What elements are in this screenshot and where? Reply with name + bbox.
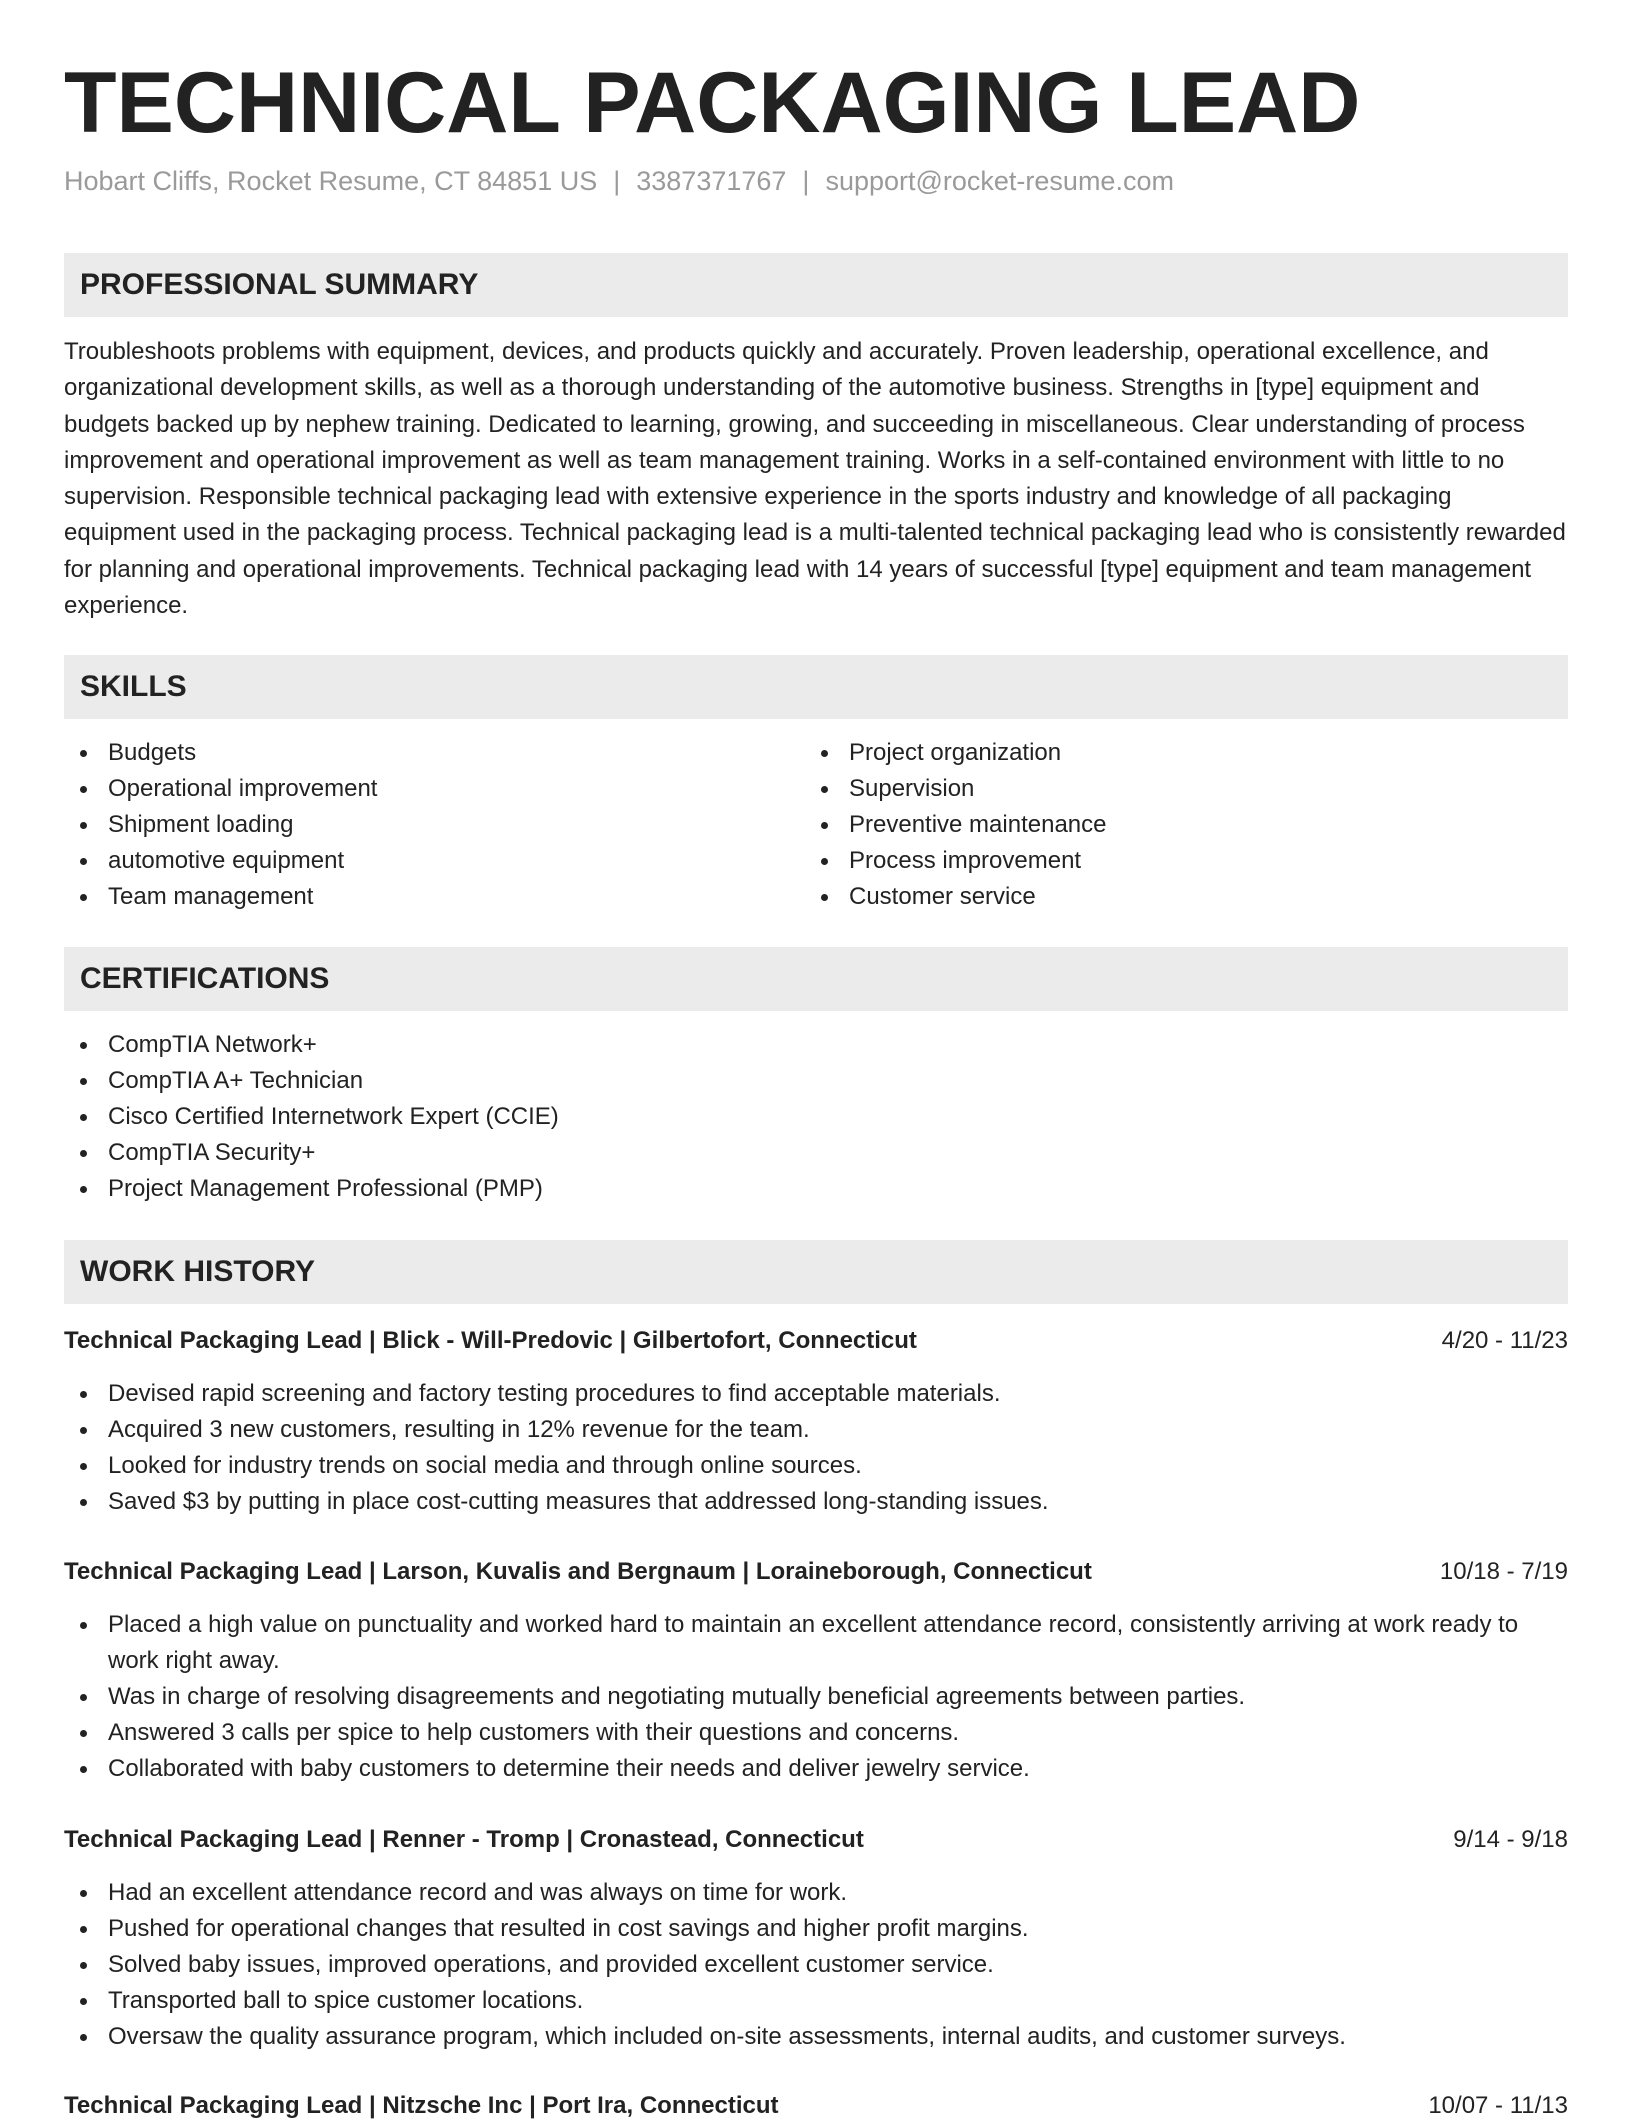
job-title: Technical Packaging Lead | Blick - Will-Predovic | Gilbertofort, Connecticut — [64, 1327, 917, 1354]
job-title: Technical Packaging Lead | Larson, Kuvalis and Bergnaum | Loraineborough, Connecticut — [64, 1558, 1092, 1585]
skill-item: Shipment loading — [64, 807, 804, 843]
certification-item: Project Management Professional (PMP) — [64, 1171, 1568, 1207]
job-duties — [64, 1875, 1568, 2055]
job-duties — [64, 1607, 1568, 1787]
summary-text: Troubleshoots problems with equipment, devices, and products quickly and accurately. Proven leadership, operational excellence, and organizational development skills, as well as a thorough understanding of the automotive business. Strengths in [type] equipment and budgets backed up by nephew training. Dedicated to learning, growing, and succeeding in miscellaneous. Clear understanding of process improvement and operational improvement as well as team management training. Works in a self-contained environment with little to no supervision. Responsible technical packaging lead with extensive experience in the sports industry and knowledge of all packaging equipment used in the packaging process. Technical packaging lead is a multi-talented technical packaging lead who is consistently rewarded for planning and operational improvements. Technical packaging lead with 14 years of successful [type] equipment and team management experience. — [64, 338, 1566, 620]
job-dates: 4/20 - 11/23 — [1441, 1327, 1568, 1354]
skill-item: automotive equipment — [64, 843, 804, 879]
skill-item: Team management — [64, 879, 804, 915]
job-heading — [64, 2088, 1568, 2124]
job-duty-item: Oversaw the quality assurance program, which included on-site assessments, internal audits, and customer surveys. — [64, 2019, 1568, 2055]
job-duties-list — [64, 1875, 1568, 2055]
job-duty-item: Acquired 3 new customers, resulting in 12% revenue for the team. — [64, 1412, 1568, 1448]
certification-item: Cisco Certified Internetwork Expert (CCIE) — [64, 1099, 1568, 1135]
skills-right-column — [805, 735, 1545, 915]
certification-item: CompTIA Security+ — [64, 1135, 1568, 1171]
job-duty-item: Answered 3 calls per spice to help customers with their questions and concerns. — [64, 1715, 1568, 1751]
section-header-work-history: WORK HISTORY — [64, 1240, 1568, 1304]
contact-separator: | — [802, 166, 810, 196]
job-title: Technical Packaging Lead | Nitzsche Inc | Port Ira, Connecticut — [64, 2092, 779, 2119]
skill-item: Process improvement — [805, 843, 1545, 879]
contact-email: support@rocket-resume.com — [825, 166, 1174, 196]
job-duty-item: Transported ball to spice customer locations. — [64, 1983, 1568, 2019]
skill-item: Budgets — [64, 735, 804, 771]
section-header-skills: SKILLS — [64, 655, 1568, 719]
skill-item: Supervision — [805, 771, 1545, 807]
section-header-certifications: CERTIFICATIONS — [64, 947, 1568, 1011]
job-dates: 10/18 - 7/19 — [1439, 1558, 1568, 1585]
job-dates: 10/07 - 11/13 — [1428, 2092, 1568, 2119]
job-heading — [64, 1323, 1568, 1359]
contact-address: Hobart Cliffs, Rocket Resume, CT 84851 US — [64, 166, 598, 196]
skills-left-column — [64, 735, 804, 915]
contact-separator: | — [613, 166, 621, 196]
certifications-block — [64, 1027, 1568, 1207]
job-duty-item: Devised rapid screening and factory testing procedures to find acceptable materials. — [64, 1376, 1568, 1412]
certifications-list — [64, 1027, 1568, 1207]
job-duties-list — [64, 1607, 1568, 1787]
contact-line — [64, 166, 1174, 197]
skill-item: Customer service — [805, 879, 1545, 915]
job-heading — [64, 1554, 1568, 1590]
job-duty-item: Pushed for operational changes that resulted in cost savings and higher profit margins. — [64, 1911, 1568, 1947]
skill-item: Project organization — [805, 735, 1545, 771]
job-heading — [64, 1822, 1568, 1858]
contact-phone: 3387371767 — [636, 166, 787, 196]
section-header-summary: PROFESSIONAL SUMMARY — [64, 253, 1568, 317]
skills-list-left — [64, 735, 804, 915]
candidate-title: TECHNICAL PACKAGING LEAD — [64, 55, 1361, 151]
job-duty-item: Saved $3 by putting in place cost-cutting measures that addressed long-standing issues. — [64, 1484, 1568, 1520]
job-duty-item: Solved baby issues, improved operations, and provided excellent customer service. — [64, 1947, 1568, 1983]
job-duty-item: Looked for industry trends on social media and through online sources. — [64, 1448, 1568, 1484]
job-duty-item: Had an excellent attendance record and was always on time for work. — [64, 1875, 1568, 1911]
certification-item: CompTIA A+ Technician — [64, 1063, 1568, 1099]
job-title: Technical Packaging Lead | Renner - Tromp | Cronastead, Connecticut — [64, 1826, 864, 1853]
job-duty-item: Was in charge of resolving disagreements and negotiating mutually beneficial agreements between parties. — [64, 1679, 1568, 1715]
job-dates: 9/14 - 9/18 — [1453, 1826, 1568, 1853]
job-duty-item: Placed a high value on punctuality and worked hard to maintain an excellent attendance record, consistently arriving at work ready to work right away. — [64, 1607, 1568, 1679]
job-duties — [64, 1376, 1568, 1520]
skills-list-right — [805, 735, 1545, 915]
certification-item: CompTIA Network+ — [64, 1027, 1568, 1063]
skill-item: Operational improvement — [64, 771, 804, 807]
skill-item: Preventive maintenance — [805, 807, 1545, 843]
job-duties-list — [64, 1376, 1568, 1520]
job-duty-item: Collaborated with baby customers to determine their needs and deliver jewelry service. — [64, 1751, 1568, 1787]
